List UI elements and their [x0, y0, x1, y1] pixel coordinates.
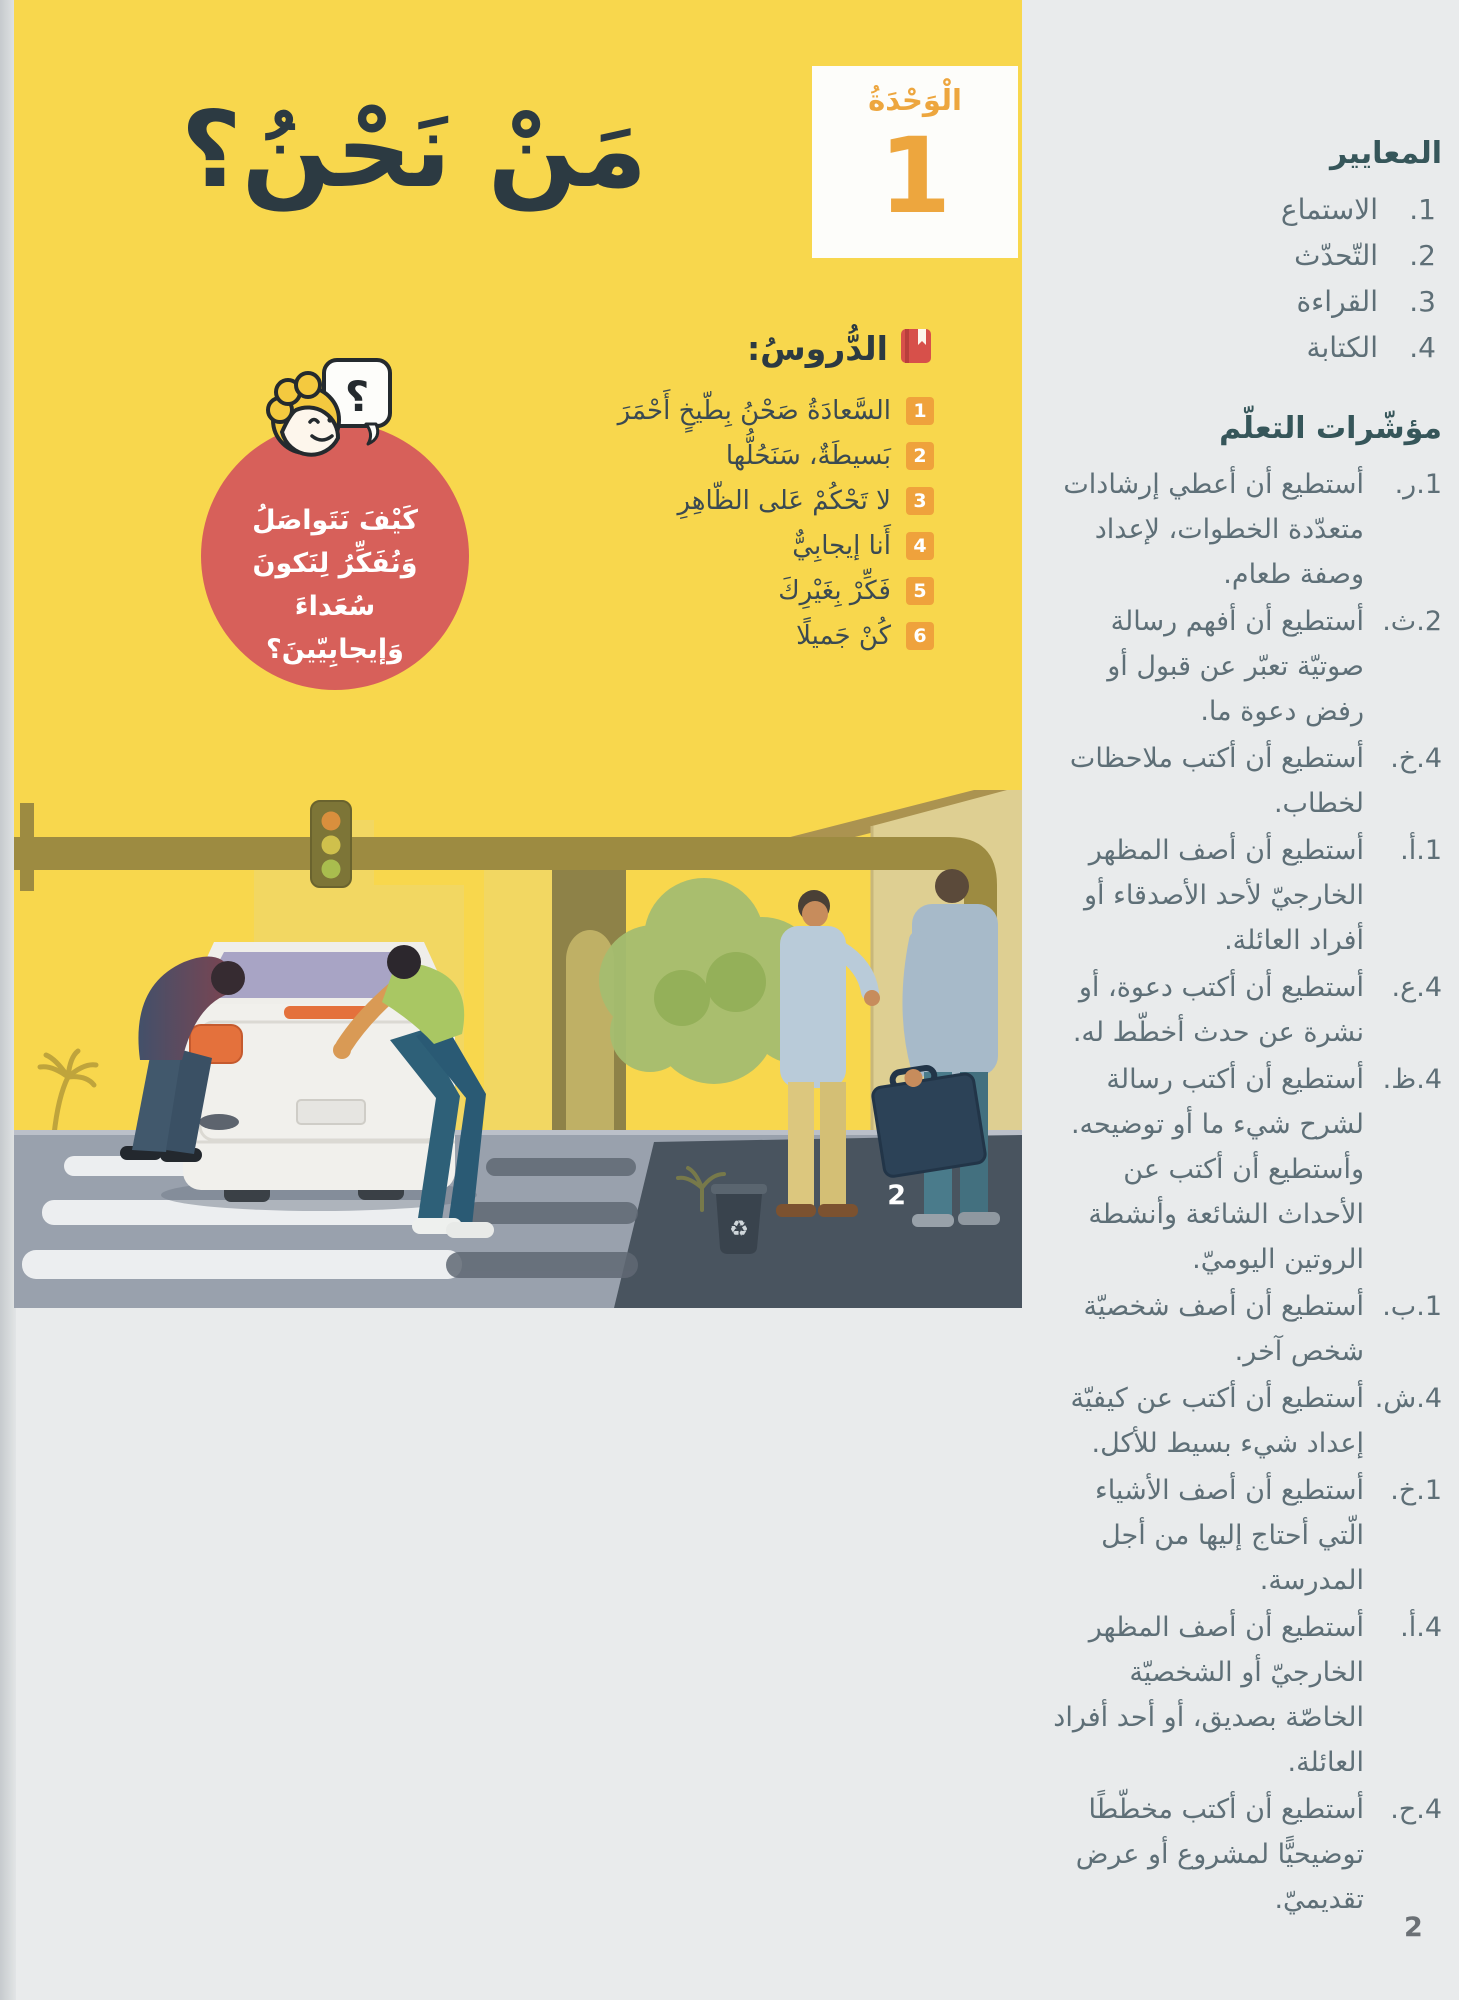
question-line: وَنُفَكِّرُ لِنَكونَ	[252, 548, 418, 579]
unit-title: مَنْ نَحْنُ؟	[180, 89, 648, 211]
thinking-child-illustration	[258, 348, 418, 498]
traffic-light	[311, 801, 351, 887]
lesson-title: بَسيطَةٌ، سَنَحُلُّها	[725, 440, 891, 471]
lesson-item	[574, 613, 934, 658]
lessons-heading: الدُّروسُ:	[746, 328, 888, 368]
indicator-code: 4.ش.	[1374, 1383, 1442, 1414]
standard-label: التّحدّث	[1294, 239, 1378, 272]
indicator-text: أستطيع أن أعطي إرشادات متعدّدة الخطوات، لإعداد وصفة طعام.	[1063, 469, 1364, 590]
lesson-number-badge: 1	[906, 397, 934, 425]
lesson-item	[574, 523, 934, 568]
learning-indicators	[1050, 411, 1442, 1922]
indicator-code: 2.ث.	[1382, 606, 1442, 637]
indicator-item	[1050, 1376, 1442, 1466]
indicator-code: 4.ح.	[1390, 1794, 1442, 1825]
indicator-code: 4.خ.	[1390, 743, 1442, 774]
indicator-code: 4.ظ.	[1382, 1064, 1442, 1095]
lesson-title: كُنْ جَميلًا	[796, 620, 891, 651]
unit-number: 1	[878, 115, 952, 237]
indicators-heading: مؤشّرات التعلّم	[1219, 411, 1442, 446]
question-mark: ؟	[344, 372, 370, 421]
indicator-code: 1.خ.	[1390, 1475, 1442, 1506]
lesson-number-badge: 4	[906, 532, 934, 560]
page-number: 2	[1404, 1912, 1423, 1943]
book-bookmark-icon	[900, 326, 934, 370]
indicator-text: أستطيع أن أكتب دعوة، أو نشرة عن حدث أخطّط له.	[1072, 972, 1364, 1048]
lesson-title: السَّعادَةُ صَحْنُ بِطّيخٍ أَحْمَرَ	[617, 395, 891, 426]
indicator-item	[1050, 965, 1442, 1055]
standards-heading: المعايير	[1329, 136, 1442, 171]
indicator-item	[1050, 1605, 1442, 1785]
indicator-item	[1050, 1057, 1442, 1282]
standard-item	[1050, 233, 1442, 279]
palm-tree	[40, 1051, 96, 1135]
lesson-number-badge: 6	[906, 622, 934, 650]
indicator-item	[1050, 1787, 1442, 1922]
indicator-item	[1050, 1284, 1442, 1374]
indicator-text: أستطيع أن أصف المظهر الخارجيّ لأحد الأصدقاء أو أفراد العائلة.	[1084, 835, 1364, 956]
standard-number: 2.	[1409, 239, 1436, 272]
indicator-text: أستطيع أن أصف الأشياء الّتي أحتاج إليها من أجل المدرسة.	[1095, 1475, 1364, 1596]
unit-opener-panel	[14, 0, 1022, 1308]
standard-item	[1050, 325, 1442, 371]
indicator-text: أستطيع أن أصف شخصيّة شخص آخر.	[1083, 1291, 1364, 1367]
lesson-item	[574, 433, 934, 478]
indicator-text: أستطيع أن أكتب ملاحظات لخطاب.	[1069, 743, 1364, 819]
question-line: كَيْفَ نَتَواصَلُ	[252, 505, 418, 536]
lessons-list	[574, 326, 934, 658]
standard-number: 1.	[1409, 193, 1436, 226]
standard-label: الكتابة	[1306, 331, 1378, 364]
scene-number: 2	[887, 1180, 906, 1211]
indicator-code: 1.ب.	[1382, 1291, 1442, 1322]
indicator-text: أستطيع أن أصف المظهر الخارجيّ أو الشخصيّة الخاصّة بصديق، أو أحد أفراد العائلة.	[1053, 1612, 1364, 1778]
indicator-code: 1.أ.	[1400, 835, 1442, 866]
standard-number: 3.	[1409, 285, 1436, 318]
lesson-item	[574, 568, 934, 613]
svg-text:♻: ♻	[729, 1217, 749, 1242]
indicator-text: أستطيع أن أفهم رسالة صوتيّة تعبّر عن قبول أو رفض دعوة ما.	[1107, 606, 1364, 727]
lesson-item	[574, 388, 934, 433]
standards-column	[1050, 136, 1442, 1924]
indicator-code: 1.ر.	[1394, 469, 1442, 500]
indicator-text: أستطيع أن أكتب مخطّطًا توضيحيًّا لمشروع أو عرض تقديميّ.	[1075, 1794, 1364, 1915]
indicator-code: 4.ع.	[1391, 972, 1442, 1003]
standard-number: 4.	[1409, 331, 1436, 364]
indicator-item	[1050, 462, 1442, 597]
lesson-number-badge: 2	[906, 442, 934, 470]
question-line: سُعَداءَ	[294, 591, 376, 622]
unit-badge	[812, 66, 1018, 258]
lesson-title: فَكِّرْ بِغَيْرِكَ	[778, 575, 891, 606]
standard-label: القراءة	[1296, 285, 1378, 318]
unit-label: الْوَحْدَةُ	[868, 83, 962, 117]
lesson-item	[574, 478, 934, 523]
indicator-text: أستطيع أن أكتب رسالة لشرح شيء ما أو توضيحه. وأستطيع أن أكتب عن الأحداث الشائعة وأنشطة الروتين اليوميّ.	[1070, 1064, 1364, 1275]
indicator-item	[1050, 828, 1442, 963]
standard-label: الاستماع	[1280, 193, 1378, 226]
indicator-item	[1050, 1468, 1442, 1603]
lesson-title: أَنا إيجابِيٌّ	[792, 530, 891, 561]
street-scene-illustration	[14, 790, 1022, 1308]
indicator-text: أستطيع أن أكتب عن كيفيّة إعداد شيء بسيط للأكل.	[1070, 1383, 1364, 1459]
standard-item	[1050, 279, 1442, 325]
indicator-item	[1050, 599, 1442, 734]
standard-item	[1050, 187, 1442, 233]
lesson-number-badge: 3	[906, 487, 934, 515]
question-line: وَإيجابِيّينَ؟	[266, 634, 404, 665]
lesson-title: لا تَحْكُمْ عَلى الظّاهِرِ	[677, 485, 891, 516]
lesson-number-badge: 5	[906, 577, 934, 605]
indicator-code: 4.أ.	[1400, 1612, 1442, 1643]
indicator-item	[1050, 736, 1442, 826]
